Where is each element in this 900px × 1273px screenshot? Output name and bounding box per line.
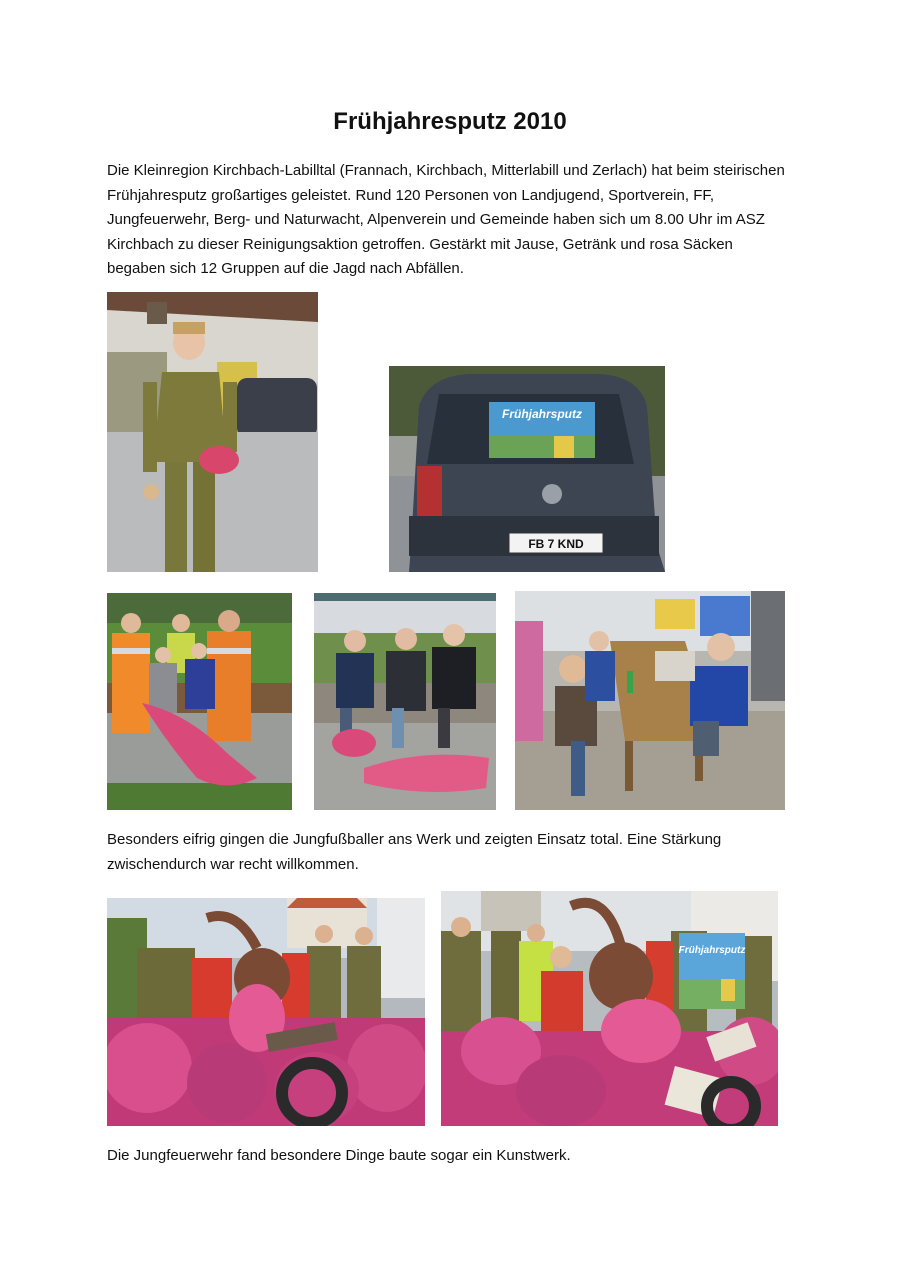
photo-firefighters-bags-1 xyxy=(107,898,425,1126)
car-poster-text: Frühjahrsputz xyxy=(502,407,582,421)
intro-paragraph: Die Kleinregion Kirchbach-Labilltal (Frannach, Kirchbach, Mitterlabill und Zerlach) hat beim steirischen Frühjahresputz großartiges geleistet. Rund 120 Personen von Landjugend, Sportverein, FF, Jungfeuerwehr, Berg- und Naturwacht, Alpenverein und Gemeinde haben sich um 8.00 Uhr im ASZ Kirchbach zu dieser Reinigungsaktion getroffen. Gestärkt mit Jause, Getränk und rosa Säcken begaben sich 12 Gruppen auf die Jagd nach Abfällen. xyxy=(107,162,785,277)
photo-firefighters-bags-2 xyxy=(441,891,778,1126)
photo-kids-table xyxy=(515,591,785,810)
photo-boys-sitting xyxy=(314,593,496,810)
photo-group-orange xyxy=(107,593,292,810)
football-paragraph: Besonders eifrig gingen die Jungfußballer ans Werk und zeigten Einsatz total. Eine Stärkung zwischendurch war recht willkommen. xyxy=(107,831,722,873)
page-title: Frühjahresputz 2010 xyxy=(333,108,567,135)
held-poster-text: Frühjahrsputz xyxy=(678,945,746,956)
photo-boy-uniform xyxy=(107,292,318,572)
youth-fire-paragraph: Die Jungfeuerwehr fand besondere Dinge baute sogar ein Kunstwerk. xyxy=(107,1147,571,1164)
license-plate-text: FB 7 KND xyxy=(528,537,584,551)
photo-car-poster xyxy=(389,366,665,572)
